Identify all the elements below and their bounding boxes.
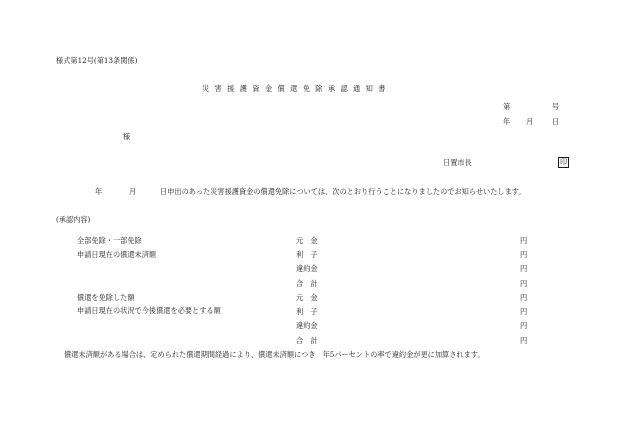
- group-2-unit-penalty: 円: [520, 321, 528, 330]
- number-prefix: 第: [503, 102, 511, 111]
- group-2-item-total: 合 計: [296, 336, 318, 345]
- group-2-item-principal: 元 金: [296, 293, 318, 302]
- seal-mark: 印: [560, 158, 567, 166]
- group-1-unit-interest: 円: [520, 250, 528, 259]
- body-year: 年: [95, 187, 103, 196]
- group-1-label-2: 申請日現在の償還未済額: [77, 250, 157, 259]
- group-2-label-2: 申請日現在の状況で今後償還を必要とする額: [77, 306, 221, 315]
- date-month: 月: [526, 117, 534, 126]
- form-number: 様式第12号(第13条関係): [56, 56, 138, 65]
- group-1-unit-penalty: 円: [520, 264, 528, 273]
- issuer-name: 日置市長: [443, 158, 472, 167]
- date-day: 日: [552, 117, 560, 126]
- group-1-item-total: 合 計: [296, 279, 318, 288]
- group-1-item-interest: 利 子: [296, 250, 318, 259]
- document-title: 災害援護資金償還免除承認通知書: [202, 84, 391, 93]
- date-year: 年: [503, 117, 511, 126]
- number-suffix: 号: [552, 102, 560, 111]
- group-2-unit-total: 円: [520, 336, 528, 345]
- group-1-unit-principal: 円: [520, 236, 528, 245]
- group-2-label-1: 償還を免除した額: [77, 293, 135, 302]
- group-1-unit-total: 円: [520, 279, 528, 288]
- body-text: 日申出のあった災害援護資金の償還免除については、次のとおり行うことになりましたのでお知らせいたします。: [160, 187, 526, 196]
- group-2-unit-interest: 円: [520, 307, 528, 316]
- addressee-suffix: 様: [123, 132, 131, 141]
- group-2-item-penalty: 違約金: [296, 321, 318, 330]
- section-heading: (承認内容): [56, 215, 91, 224]
- group-2-item-interest: 利 子: [296, 307, 318, 316]
- body-month: 月: [129, 187, 137, 196]
- footnote: 償還未済額がある場合は、定められた償還期間経過により、償還未済額につき 年5パーセントの率で違約金が更に加算されます。: [64, 350, 485, 359]
- group-1-item-principal: 元 金: [296, 236, 318, 245]
- group-1-item-penalty: 違約金: [296, 264, 318, 273]
- group-1-label-1: 全部免除・一部免除: [77, 236, 142, 245]
- group-2-unit-principal: 円: [520, 293, 528, 302]
